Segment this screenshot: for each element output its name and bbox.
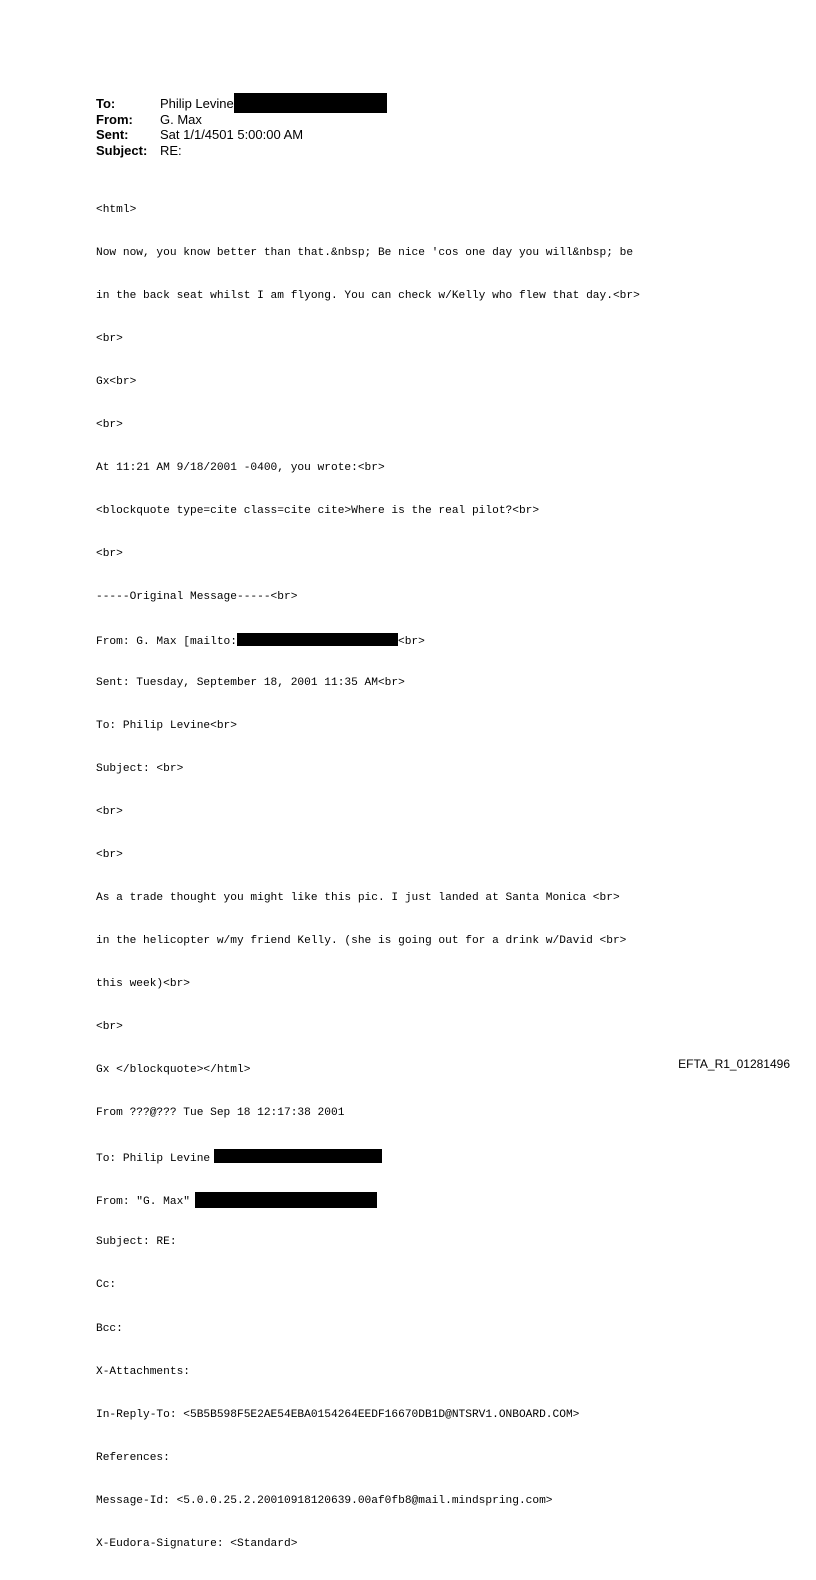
email-header <box>96 96 387 158</box>
body-line: Bcc: <box>96 1322 123 1335</box>
body-line: <br> <box>96 332 123 345</box>
from-label: From: <box>96 111 133 127</box>
body-line: As a trade thought you might like this pic. I just landed at Santa Monica <br> <box>96 892 620 905</box>
body-line: <br> <box>96 547 123 560</box>
body-line <box>96 1149 640 1166</box>
body-line: <blockquote type=cite class=cite cite>Where is the real pilot?<br> <box>96 504 540 517</box>
body-line: Subject: <br> <box>96 763 184 776</box>
sent-value: Sat 1/1/4501 5:00:00 AM <box>160 127 304 142</box>
mailto-prefix: From: G. Max [mailto: <box>96 636 237 648</box>
body-line: Subject: RE: <box>96 1236 177 1249</box>
subject-label: Subject: <box>96 142 148 158</box>
subject-row <box>96 143 387 159</box>
body-line: At 11:21 AM 9/18/2001 -0400, you wrote:<br> <box>96 461 385 474</box>
sent-row <box>96 127 387 143</box>
to-label: To: <box>96 96 116 111</box>
body-line: in the back seat whilst I am flyong. You can check w/Kelly who flew that day.<br> <box>96 289 640 302</box>
body-line: <br> <box>96 806 123 819</box>
redaction-bar <box>195 1192 377 1208</box>
subject-value: RE: <box>160 142 182 158</box>
body-line: <html> <box>96 203 137 216</box>
email-body <box>96 174 640 1580</box>
body-line: -----Original Message-----<br> <box>96 590 298 603</box>
from-value: G. Max <box>160 111 202 127</box>
body-line <box>96 1192 640 1209</box>
body-line: To: Philip Levine<br> <box>96 720 237 733</box>
body-line: References: <box>96 1451 170 1464</box>
body-line: X-Attachments: <box>96 1365 190 1378</box>
body-line: in the helicopter w/my friend Kelly. (she is going out for a drink w/David <br> <box>96 935 627 948</box>
redaction-bar <box>237 633 398 646</box>
from-row <box>96 112 387 128</box>
sent-label: Sent: <box>96 127 129 142</box>
body-line: In-Reply-To: <5B5B598F5E2AE54EBA0154264EEDF16670DB1D@NTSRV1.ONBOARD.COM> <box>96 1408 580 1421</box>
redaction-bar <box>214 1149 382 1163</box>
body-line: Gx<br> <box>96 375 137 388</box>
to-value: Philip Levine <box>160 96 234 111</box>
redaction-bar <box>234 93 387 113</box>
from-line-text: From: "G. Max" <box>96 1196 190 1209</box>
body-line <box>96 633 640 647</box>
body-line: Now now, you know better than that.&nbsp; Be nice 'cos one day you will&nbsp; be <box>96 246 634 259</box>
body-line: this week)<br> <box>96 978 190 991</box>
body-line: Cc: <box>96 1279 117 1292</box>
to-line-text: To: Philip Levine <box>96 1153 211 1166</box>
to-row <box>96 96 387 112</box>
body-line: Sent: Tuesday, September 18, 2001 11:35 AM<br> <box>96 677 405 690</box>
body-line: Message-Id: <5.0.0.25.2.20010918120639.00af0fb8@mail.mindspring.com> <box>96 1494 553 1507</box>
document-id: EFTA_R1_01281496 <box>678 1057 790 1071</box>
mailto-suffix: <br> <box>398 636 425 648</box>
body-line: Gx </blockquote></html> <box>96 1064 251 1077</box>
body-line: From ???@??? Tue Sep 18 12:17:38 2001 <box>96 1107 345 1120</box>
body-line: <br> <box>96 1021 123 1034</box>
body-line: <br> <box>96 418 123 431</box>
body-line: <br> <box>96 849 123 862</box>
body-line: X-Eudora-Signature: <Standard> <box>96 1537 298 1550</box>
